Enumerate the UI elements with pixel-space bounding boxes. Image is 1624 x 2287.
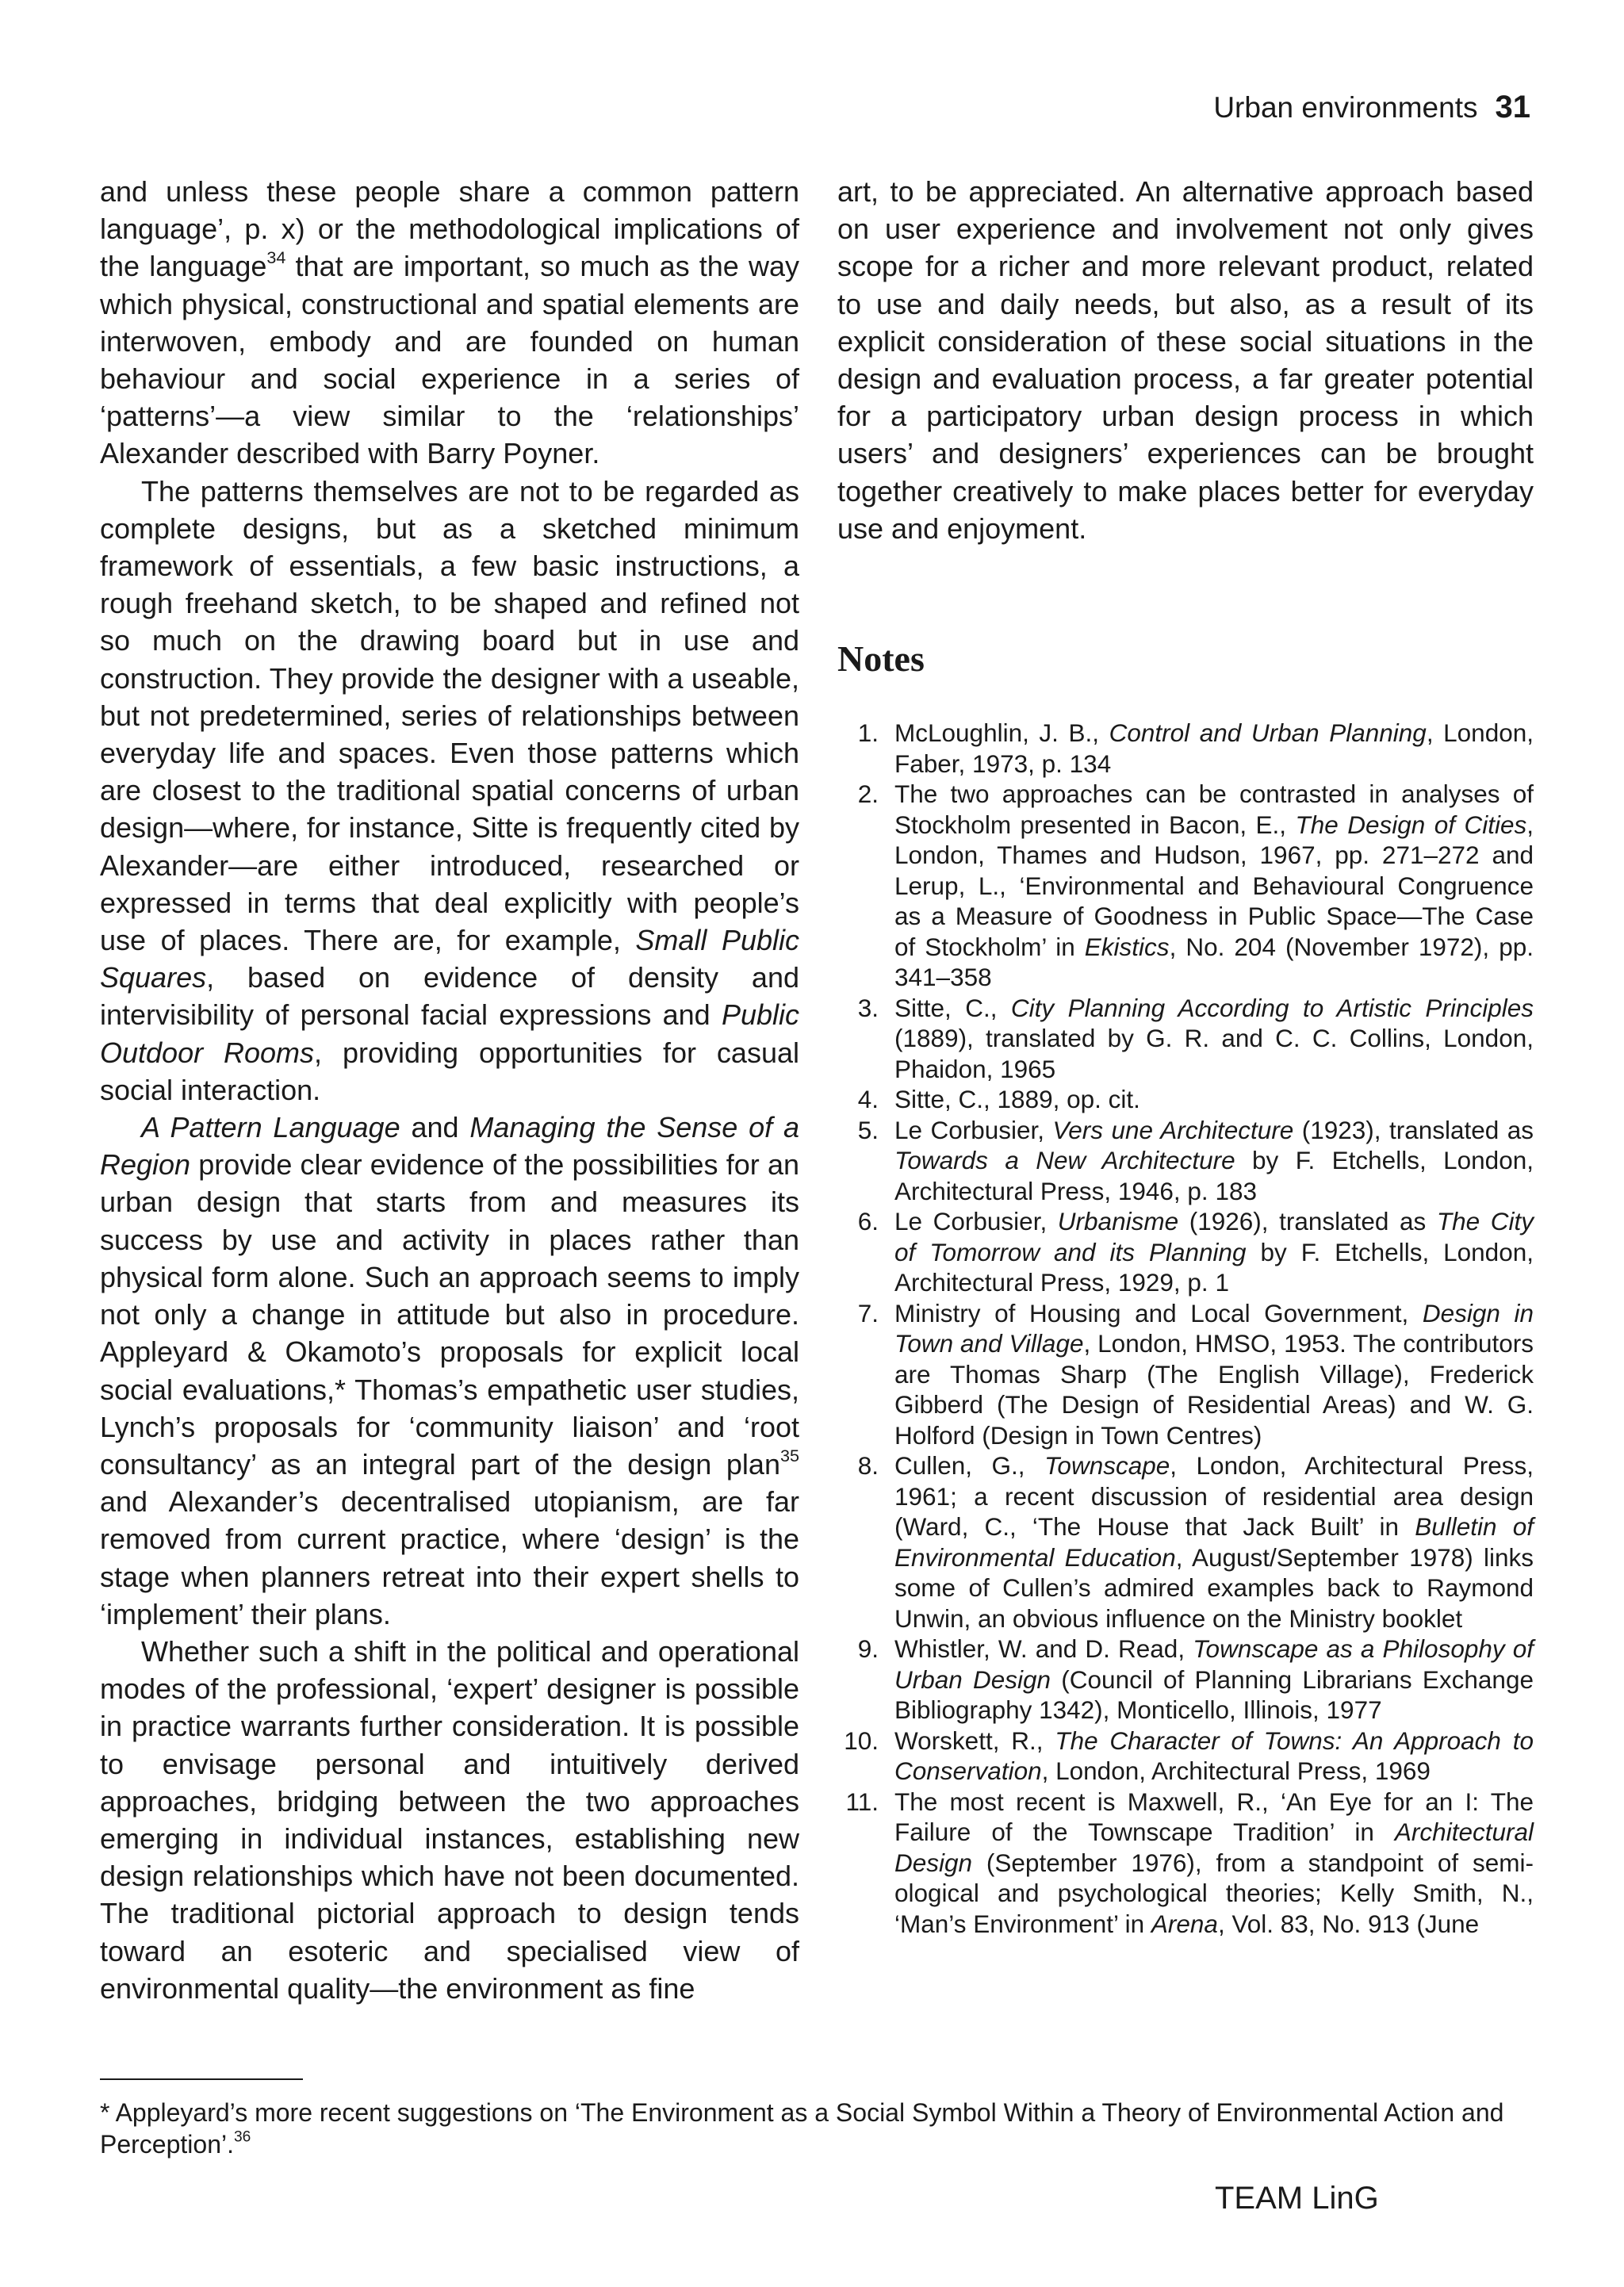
body-paragraph: and unless these people share a common pattern language’, p. x) or the methodological implications of the language$^{34}$ that are important, so much as the way which physical, constructional and spatial elements are interwoven, embody and are founded on human behaviour and social experience in a series of ‘patterns’—a view similar to the ‘relationships’ Alexander described with Barry Poyner. xyxy=(100,175,799,470)
right-column xyxy=(837,173,1534,547)
note-text: Le Corbusier, Vers une Architecture (1923), translated as Towards a New Architecture by F. Etchells, London, Architectural Press, 1946, p. 183 xyxy=(894,1115,1534,1205)
note-item xyxy=(837,1787,1534,1940)
note-item xyxy=(837,1084,1534,1115)
note-item xyxy=(837,1115,1534,1207)
note-text: Whistler, W. and D. Read, Townscape as a Philosophy of Urban Design (Council of Planning Librarians Exchange Bibliography 1342), Monticello, Illinois, 1977 xyxy=(894,1634,1534,1724)
note-item xyxy=(837,1206,1534,1298)
note-number: 7. xyxy=(857,1298,879,1327)
note-text: Le Corbusier, Urbanisme (1926), translated as The City of Tomorrow and its Planning by F. Etchells, London, Architectural Press, 1929, p. 1 xyxy=(894,1207,1534,1297)
note-item xyxy=(837,779,1534,993)
notes-heading: Notes xyxy=(837,638,925,679)
body-paragraph: Whether such a shift in the political and operational modes of the professional, ‘expert’ designer is possible in practice warrants further consideration. It is possible to envisage personal and intuitively derived approaches, bridging between the two approaches emerging in individual instances, establishing new design relationships which have not been documented. The traditional pictorial approach to design tends toward an esoteric and specialised view of environmental quality—the environment as fine xyxy=(100,1634,799,2005)
note-text: Worskett, R., The Character of Towns: An Approach to Conservation, London, Architectural Press, 1969 xyxy=(894,1726,1534,1785)
note-item xyxy=(837,1298,1534,1451)
note-item xyxy=(837,1450,1534,1634)
running-title: Urban environments xyxy=(1213,91,1478,124)
note-number: 1. xyxy=(857,718,879,747)
note-number: 5. xyxy=(857,1115,879,1144)
note-number: 6. xyxy=(857,1207,879,1235)
note-item xyxy=(837,718,1534,779)
left-column xyxy=(100,173,799,2007)
note-text: The two approaches can be contrasted in analyses of Stockholm presented in Bacon, E., The Design of Cities, London, Thames and Hudson, 1967, pp. 271–272 and Lerup, L., ‘Environmental and Behavioural Congruence as a Measure of Goodness in Public Space—The Case of Stockholm’ in Ekistics, No. 204 (November 1972), pp. 341–358 xyxy=(894,780,1534,991)
note-text: McLoughlin, J. B., Control and Urban Planning, London, Faber, 1973, p. 134 xyxy=(894,718,1534,778)
notes-list xyxy=(837,718,1534,1939)
note-number: 10. xyxy=(844,1726,879,1755)
note-text: Sitte, C., 1889, op. cit. xyxy=(894,1085,1140,1113)
page-number: 31 xyxy=(1495,90,1530,125)
body-paragraph: A Pattern Language and Managing the Sense of a Region provide clear evidence of the possibilities for an urban design that starts from and measures its success by use and activity in places rather than physical form alone. Such an approach seems to imply not only a change in attitude but also in procedure. Appleyard & Okamoto’s proposals for explicit local social evaluations,* Thomas’s empathetic user studies, Lynch’s proposals for ‘community liaison’ and ‘root consultancy’ as an integral part of the design plan$^{35}$ and Alexander’s decentralised utopianism, are far removed from current practice, where ‘design’ is the stage when planners retreat into their expert shells to ‘implement’ their plans. xyxy=(100,1111,799,1630)
note-number: 8. xyxy=(857,1451,879,1480)
note-text: Cullen, G., Townscape, London, Architectural Press, 1961; a recent discussion of residential area design (Ward, C., ‘The House that Jack Built’ in Bulletin of Environmental Education, August/September 1978) links some of Cullen’s admired examples back to Raymond Unwin, an obvious influence on the Ministry booklet xyxy=(894,1451,1534,1633)
note-item xyxy=(837,993,1534,1085)
body-paragraph: The patterns themselves are not to be regarded as complete designs, but as a sketched minimum framework of essentials, a few basic instructions, a rough freehand sketch, to be shaped and refined not so much on the drawing board but in use and construction. They provide the designer with a useable, but not predetermined, series of relationships between everyday life and spaces. Even those patterns which are closest to the traditional spatial concerns of urban design—where, for instance, Sitte is frequently cited by Alexander—are either introduced, researched or expressed in terms that deal explicitly with people’s use of places. There are, for example, Small Public Squares, based on evidence of density and intervisibility of personal facial expressions and Public Outdoor Rooms, providing opportunities for casual social interaction. xyxy=(100,474,799,1106)
note-number: 9. xyxy=(857,1634,879,1663)
note-number: 3. xyxy=(857,993,879,1022)
body-paragraph: art, to be appreciated. An alternative approach based on user experience and involvement not only gives scope for a richer and more relevant product, related to use and daily needs, but also, as a result of its explicit consideration of these social situations in the design and evaluation process, a far greater potential for a participatory urban design process in which users’ and designers’ experiences can be brought together creatively to make places better for everyday use and enjoyment. xyxy=(837,175,1534,545)
running-header xyxy=(1213,91,1530,123)
note-text: The most recent is Maxwell, R., ‘An Eye for an I: The Failure of the Townscape Tradition’ in Architectural Design (September 1976), from a standpoint of semiological and psychological theories; Kelly Smith, N., ‘Man’s Environment’ in Arena, Vol. 83, No. 913 (June xyxy=(894,1787,1534,1938)
note-item xyxy=(837,1634,1534,1726)
note-item xyxy=(837,1726,1534,1787)
note-number: 11. xyxy=(845,1787,879,1816)
note-text: Ministry of Housing and Local Government, Design in Town and Village, London, HMSO, 1953. The contributors are Thomas Sharp (The English Village), Frederick Gibberd (The Design of Residential Areas) and W. G. Holford (Design in Town Centres) xyxy=(894,1298,1534,1450)
note-number: 2. xyxy=(857,780,879,808)
note-text: Sitte, C., City Planning According to Artistic Principles (1889), translated by G. R. and C. C. Collins, London, Phaidon, 1965 xyxy=(894,993,1534,1083)
watermark-label: TEAM LinG xyxy=(1215,2181,1379,2216)
note-number: 4. xyxy=(857,1085,879,1113)
footnote-divider xyxy=(100,2078,303,2080)
footnote: * Appleyard’s more recent suggestions on ‘The Environment as a Social Symbol Within a Theory of Environmental Action and Perception’.$^{36}$ xyxy=(100,2098,1504,2159)
